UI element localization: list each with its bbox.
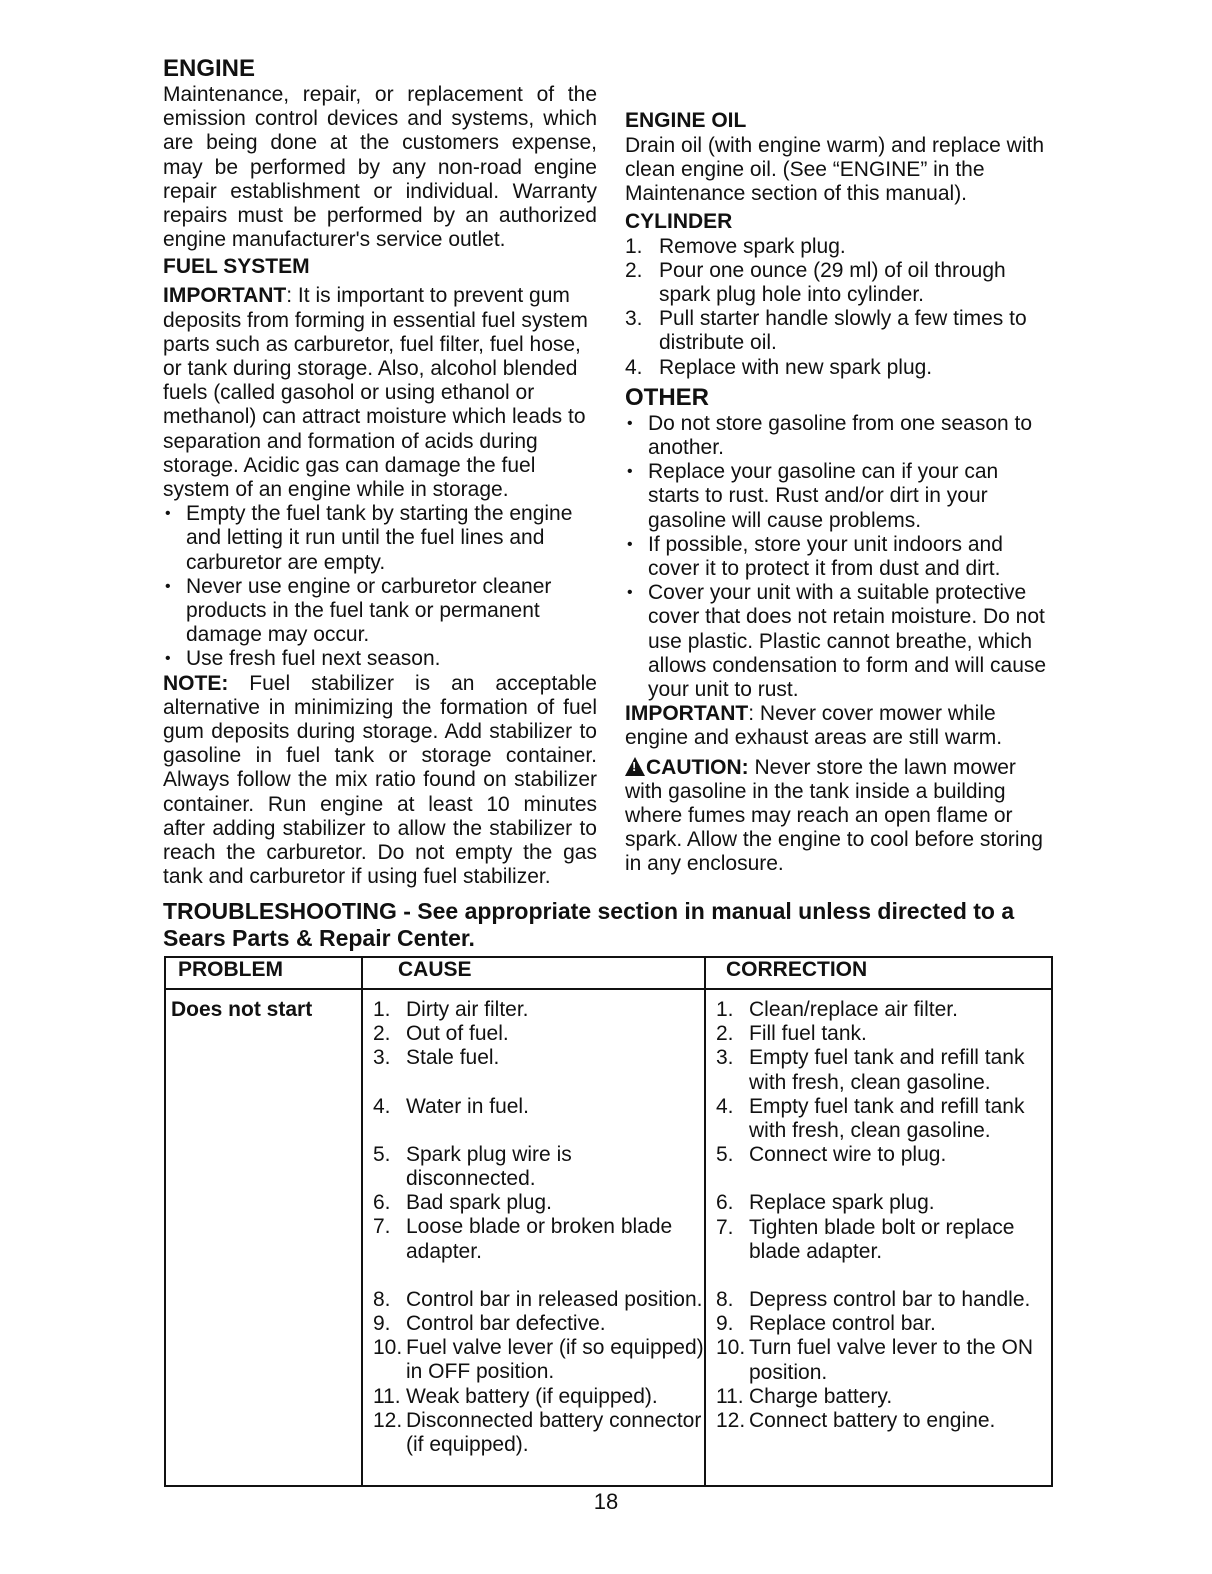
list-item: • Never use engine or carburetor cleaner products in the fuel tank or permanent damage may occur. <box>163 575 597 648</box>
note-label: NOTE: <box>163 671 229 695</box>
troubleshooting-title: TROUBLESHOOTING - See appropriate section in manual unless directed to a Sears Parts & Repair Center. <box>163 898 1015 951</box>
list-item: 6. Replace spark plug. <box>716 1191 935 1215</box>
list-item: 11. Weak battery (if equipped). <box>373 1384 658 1408</box>
list-item: 1. Dirty air filter. <box>373 998 529 1021</box>
caution-label: CAUTION: <box>646 755 749 779</box>
list-item: 3. Pull starter handle slowly a few times to distribute oil. <box>625 307 1027 355</box>
page-number: 18 <box>593 1489 619 1514</box>
list-item: 3. Stale fuel. <box>373 1046 500 1070</box>
list-item: • If possible, store your unit indoors and cover it to protect it from dust and dirt. <box>625 533 1055 581</box>
list-item: 4. Water in fuel. <box>373 1094 529 1118</box>
caution-paragraph <box>625 755 1055 877</box>
cylinder-heading: CYLINDER <box>625 209 733 233</box>
list-item: 7. Loose blade or broken blade adapter. <box>373 1215 673 1263</box>
list-item: 1. Remove spark plug. <box>625 234 846 258</box>
list-item: 6. Bad spark plug. <box>373 1191 552 1215</box>
list-item: 9. Control bar defective. <box>373 1312 606 1336</box>
troubleshooting-table <box>164 956 1053 1487</box>
cause-column-header: CAUSE <box>362 957 705 989</box>
list-item: 7. Tighten blade bolt or replace blade adapter. <box>716 1215 1015 1263</box>
important-label: IMPORTANT <box>625 702 749 726</box>
list-item: 12. Disconnected battery connector (if equipped). <box>373 1408 702 1457</box>
list-item: 2. Fill fuel tank. <box>716 1022 867 1046</box>
problem-cell: Does not start <box>165 989 362 1486</box>
list-item: 5. Spark plug wire is disconnected. <box>373 1142 572 1191</box>
fuel-system-important-paragraph <box>163 284 597 502</box>
list-item: 2. Out of fuel. <box>373 1022 509 1046</box>
list-item: 12. Connect battery to engine. <box>716 1409 996 1433</box>
engine-heading: ENGINE <box>163 55 256 82</box>
list-item: 10. Turn fuel valve lever to the ON position. <box>716 1336 1034 1384</box>
list-item: • Replace your gasoline can if your can starts to rust. Rust and/or dirt in your gasoline will cause problems. <box>625 460 1055 533</box>
other-bullet-list <box>625 412 1055 702</box>
important-label: IMPORTANT <box>163 284 287 308</box>
cause-cell <box>362 989 705 1486</box>
fuel-stabilizer-note <box>163 672 597 890</box>
list-item: 4. Empty fuel tank and refill tank with fresh, clean gasoline. <box>716 1094 1025 1143</box>
cylinder-steps-list <box>625 235 1055 380</box>
list-item: 10. Fuel valve lever (if so equipped) in OFF position. <box>373 1336 704 1384</box>
list-item: • Do not store gasoline from one season to another. <box>625 412 1055 460</box>
correction-cell <box>705 989 1052 1486</box>
correction-column-header: CORRECTION <box>705 957 1052 989</box>
list-item: 2. Pour one ounce (29 ml) of oil through spark plug hole into cylinder. <box>625 258 1006 307</box>
engine-paragraph: Maintenance, repair, or replacement of the emission control devices and systems, which are being done at the customers expense, may be performed by any non-road engine repair establishment or individual. Warranty repairs must be performed by an authorized engine manufacturer's service outlet. <box>163 83 597 252</box>
other-important-paragraph <box>625 702 1055 750</box>
list-item: 8. Depress control bar to handle. <box>716 1288 1031 1312</box>
list-item: 8. Control bar in released position. <box>373 1287 703 1311</box>
table-row <box>165 989 1052 1486</box>
fuel-system-bullet-list <box>163 502 597 671</box>
list-item: • Empty the fuel tank by starting the engine and letting it run until the fuel lines and carburetor are empty. <box>163 502 597 575</box>
left-column <box>163 55 597 890</box>
list-item: 3. Empty fuel tank and refill tank with fresh, clean gasoline. <box>716 1046 1025 1094</box>
engine-oil-heading: ENGINE OIL <box>625 109 747 132</box>
caution-text: Never store the lawn mower with gasoline in the tank inside a building where fumes may reach an open flame or spark. Allow the engine to cool before storing in any enclosure. <box>625 755 1043 876</box>
correction-list <box>716 998 1051 1433</box>
important-text: : Never cover mower while engine and exhaust areas are still warm. <box>625 702 1003 750</box>
note-text: Fuel stabilizer is an acceptable alternative in minimizing the formation of fuel gum deposits during storage. Add stabilizer to gasoline in fuel tank or storage container. Always follow the mix ratio found on stabilizer container. Run engine at least 10 minutes after adding stabilizer to allow the stabilizer to reach the carburetor. Do not empty the gas tank and carburetor if using fuel stabilizer. <box>163 671 597 889</box>
other-heading: OTHER <box>625 383 709 411</box>
list-item: 1. Clean/replace air filter. <box>716 998 958 1021</box>
list-item: • Cover your unit with a suitable protective cover that does not retain moisture. Do not use plastic. Plastic cannot breathe, which allows condensation to form and will cause your unit to rust. <box>625 581 1055 702</box>
important-text: : It is important to prevent gum deposits from forming in essential fuel system parts such as carburetor, fuel filter, fuel hose, or tank during storage. Also, alcohol blended fuels (called gasohol or using ethanol or methanol) can attract moisture which leads to separation and formation of acids during storage. Acidic gas can damage the fuel system of an engine while in storage. <box>163 284 588 502</box>
right-column <box>625 109 1055 877</box>
list-item: 11. Charge battery. <box>716 1384 893 1408</box>
list-item: 4. Replace with new spark plug. <box>625 355 933 379</box>
engine-oil-paragraph: Drain oil (with engine warm) and replace with clean engine oil. (See “ENGINE” in the Maintenance section of this manual). <box>625 134 1045 206</box>
list-item: 5. Connect wire to plug. <box>716 1143 947 1167</box>
warning-triangle-icon <box>625 757 645 776</box>
cause-list <box>373 998 704 1457</box>
fuel-system-heading: FUEL SYSTEM <box>163 255 310 279</box>
problem-column-header: PROBLEM <box>165 957 362 989</box>
list-item: • Use fresh fuel next season. <box>163 647 597 671</box>
list-item: 9. Replace control bar. <box>716 1312 936 1336</box>
table-header-row <box>165 957 1052 989</box>
